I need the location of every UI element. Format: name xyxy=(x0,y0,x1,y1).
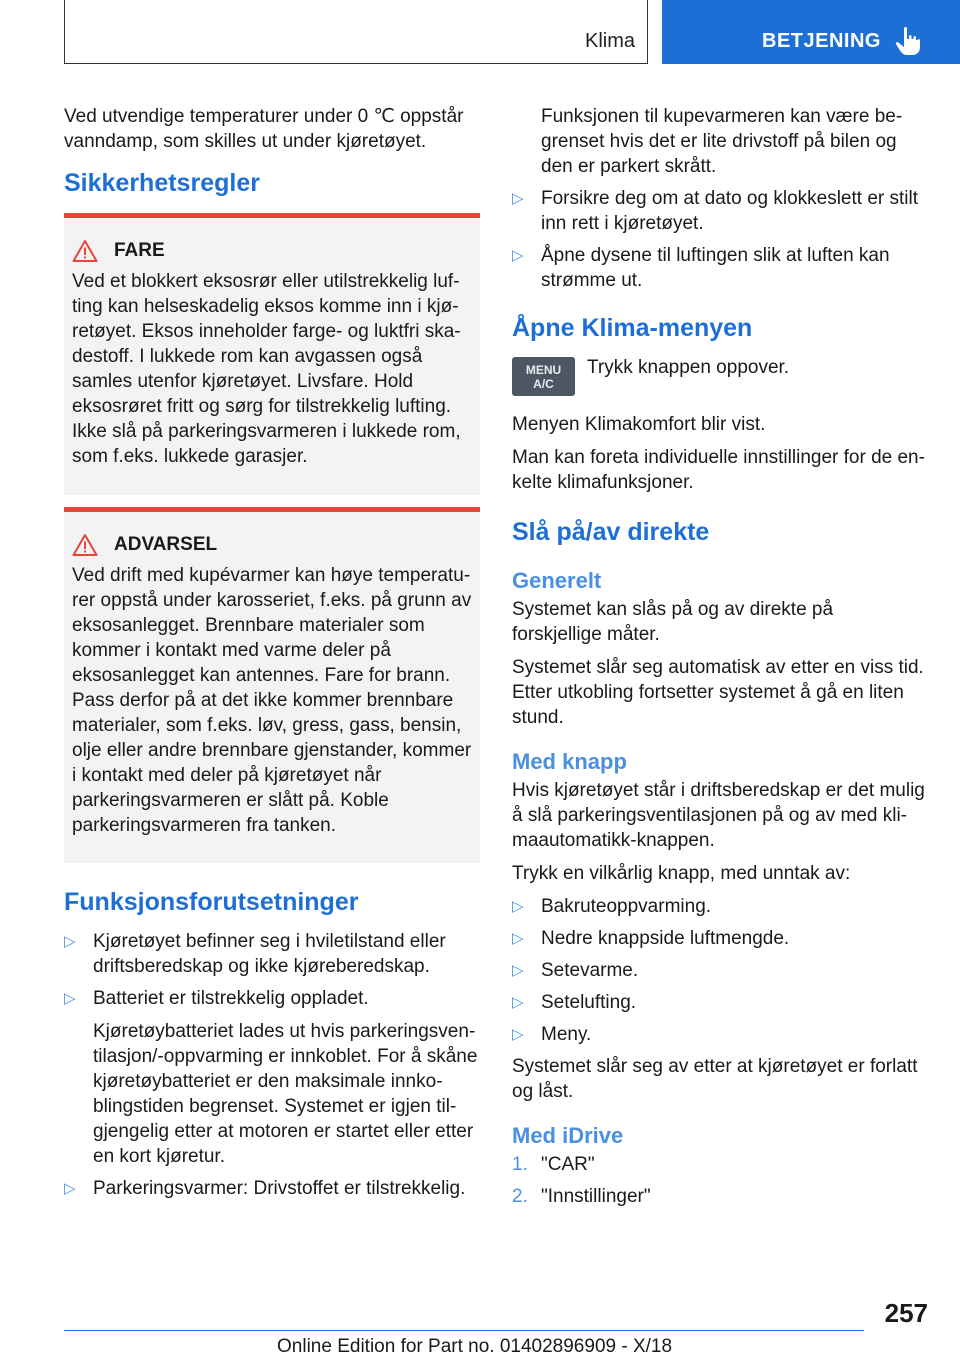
list-item-subtext: Funksjonen til kupevarmeren kan være begrenset hvis det er lite drivstoff på bilen og den er parkert skrått. xyxy=(541,106,903,177)
footer-edition: Online Edition for Part no. 01402896909 - X/18 xyxy=(277,1336,673,1357)
requirements-list xyxy=(64,929,480,1201)
warning-box xyxy=(64,507,480,863)
triangle-bullet-icon: ▷ xyxy=(512,190,524,207)
danger-title-row xyxy=(72,238,472,263)
exceptions-list xyxy=(512,894,928,1047)
list-item-text: Kjøretøyet befinner seg i hviletilstand eller driftsberedskap og ikke kjøreberedskap. xyxy=(93,931,446,977)
warning-title: ADVARSEL xyxy=(114,534,218,555)
list-item xyxy=(512,243,928,293)
step-number: 1. xyxy=(512,1154,528,1175)
danger-title: FARE xyxy=(114,240,165,261)
triangle-bullet-icon: ▷ xyxy=(512,994,524,1011)
triangle-bullet-icon: ▷ xyxy=(512,898,524,915)
warning-title-row xyxy=(72,532,472,557)
list-item xyxy=(512,990,928,1015)
list-item-text: Åpne dysene til luftingen slik at luften kan strømme ut. xyxy=(541,245,890,291)
danger-text: Ved et blokkert eksosrør eller utilstrekkelig lufting kan helseskadelig eksos komme inn i kjøretøyet. Eksos inneholder farge- og luktfri skadestoff. I lukkede rom kan avgassen også samles utenfor kjøretøyet. Livsfare. Hold eksosrøret fritt og sørg for tilstrekkelig lufting. Ikke slå på parkeringsvarmeren i lukkede rom, som f.eks. lukkede garasjer. xyxy=(72,271,461,467)
footer-divider xyxy=(64,1330,864,1331)
triangle-bullet-icon: ▷ xyxy=(512,962,524,979)
list-item xyxy=(512,894,928,919)
general-paragraph-2: Systemet slår seg automatisk av etter en viss tid. Etter utkobling fortsetter systemet å gå en liten stund. xyxy=(512,657,924,728)
triangle-bullet-icon: ▷ xyxy=(512,1026,524,1043)
menu-instruction-row xyxy=(512,355,928,396)
left-column xyxy=(64,104,480,1208)
list-item xyxy=(64,1176,480,1201)
warning-text: Ved drift med kupévarmer kan høye temperaturer oppstå under karosseriet, f.eks. på grunn av eksosanlegget. Brennbare materialer som kommer i kontakt med varme deler på eksosanlegget kan antennes. Fare for brann. Pass derfor på at det ikke kommer brennbare materialer, som f.eks. løv, gress, gass, bensin, olje eller andre brennbare gjenstander, kommer i kontakt med deler på kjøretøyet når parkeringsvarmeren er slått på. Koble parkeringsvarmeren fra tanken. xyxy=(72,565,472,836)
page-number: 257 xyxy=(884,1298,928,1328)
warning-triangle-icon xyxy=(72,533,98,557)
heading-general: Generelt xyxy=(512,568,602,593)
warning-triangle-icon xyxy=(72,239,98,263)
general-paragraph-1: Systemet kan slås på og av direkte på forskjellige måter. xyxy=(512,599,834,645)
list-item-text: Nedre knappside luftmengde. xyxy=(541,928,790,949)
list-item xyxy=(512,958,928,983)
menu-ac-button-line1: MENU xyxy=(525,362,562,377)
list-item xyxy=(512,1022,928,1047)
list-item xyxy=(512,1184,928,1209)
heading-safety: Sikkerhetsregler xyxy=(64,169,260,197)
list-item xyxy=(512,186,928,236)
button-paragraph-1: Hvis kjøretøyet står i driftsberedskap er det mulig å slå parkeringsventilasjonen på og av med klimaautomatikk-knappen. xyxy=(512,780,925,851)
requirements-list-continued xyxy=(512,104,928,293)
step-text: "Innstillinger" xyxy=(541,1186,651,1207)
list-item-text: Bakruteoppvarming. xyxy=(541,896,712,917)
heading-idrive: Med iDrive xyxy=(512,1123,624,1148)
heading-functions: Funksjonsforutsetninger xyxy=(64,888,359,916)
list-item-text: Setelufting. xyxy=(541,992,637,1013)
triangle-bullet-icon: ▷ xyxy=(512,930,524,947)
header-section-box xyxy=(64,0,648,64)
list-item-text: Forsikre deg om at dato og klokkeslett er stilt inn rett i kjøretøyet. xyxy=(541,188,918,234)
list-item-text: Batteriet er tilstrekkelig oppladet. xyxy=(93,988,369,1009)
button-paragraph-3: Systemet slår seg av etter at kjøretøyet er forlatt og låst. xyxy=(512,1056,918,1102)
triangle-bullet-icon: ▷ xyxy=(64,1180,76,1197)
list-item xyxy=(64,986,480,1169)
idrive-steps-list xyxy=(512,1152,928,1209)
list-item-text: Meny. xyxy=(541,1024,592,1045)
heading-with-button: Med knapp xyxy=(512,749,627,774)
triangle-bullet-icon: ▷ xyxy=(512,247,524,264)
heading-open-menu: Åpne Klima-menyen xyxy=(512,314,753,342)
menu-ac-button[interactable] xyxy=(512,357,575,396)
menu-settings-text: Man kan foreta individuelle innstillinger for de enkelte klimafunksjoner. xyxy=(512,447,925,493)
list-item-text: Setevarme. xyxy=(541,960,639,981)
header-chapter-tab[interactable] xyxy=(662,0,960,64)
menu-press-text: Trykk knappen oppover. xyxy=(587,357,790,378)
triangle-bullet-icon: ▷ xyxy=(64,933,76,950)
right-column xyxy=(512,104,928,1216)
step-text: "CAR" xyxy=(541,1154,595,1175)
button-paragraph-2: Trykk en vilkårlig knapp, med unntak av: xyxy=(512,863,851,884)
danger-box xyxy=(64,213,480,495)
list-item-text: Parkeringsvarmer: Drivstoffet er tilstrekkelig. xyxy=(93,1178,466,1199)
step-number: 2. xyxy=(512,1186,528,1207)
heading-direct: Slå på/av direkte xyxy=(512,518,710,546)
header-chapter-label: BETJENING xyxy=(762,30,881,52)
list-item xyxy=(64,929,480,979)
hand-pointer-icon xyxy=(894,26,922,56)
triangle-bullet-icon: ▷ xyxy=(64,990,76,1007)
list-item xyxy=(512,1152,928,1177)
list-item xyxy=(512,104,928,179)
list-item-subtext: Kjøretøybatteriet lades ut hvis parkeringsventilasjon/-oppvarming er innkoblet. For å skåne kjøretøybatteriet er den maksimale innkoblingstiden begrenset. Systemet er igjen tilgjengelig etter at motoren er startet eller etter en kort kjøretur. xyxy=(93,1021,478,1167)
intro-paragraph: Ved utvendige temperaturer under 0 ℃ oppstår vanndamp, som skilles ut under kjøretøyet. xyxy=(64,106,464,152)
list-item xyxy=(512,926,928,951)
menu-ac-button-line2: A/C xyxy=(533,376,554,391)
header-section-label: Klima xyxy=(584,30,635,52)
menu-shown-text: Menyen Klimakomfort blir vist. xyxy=(512,414,766,435)
